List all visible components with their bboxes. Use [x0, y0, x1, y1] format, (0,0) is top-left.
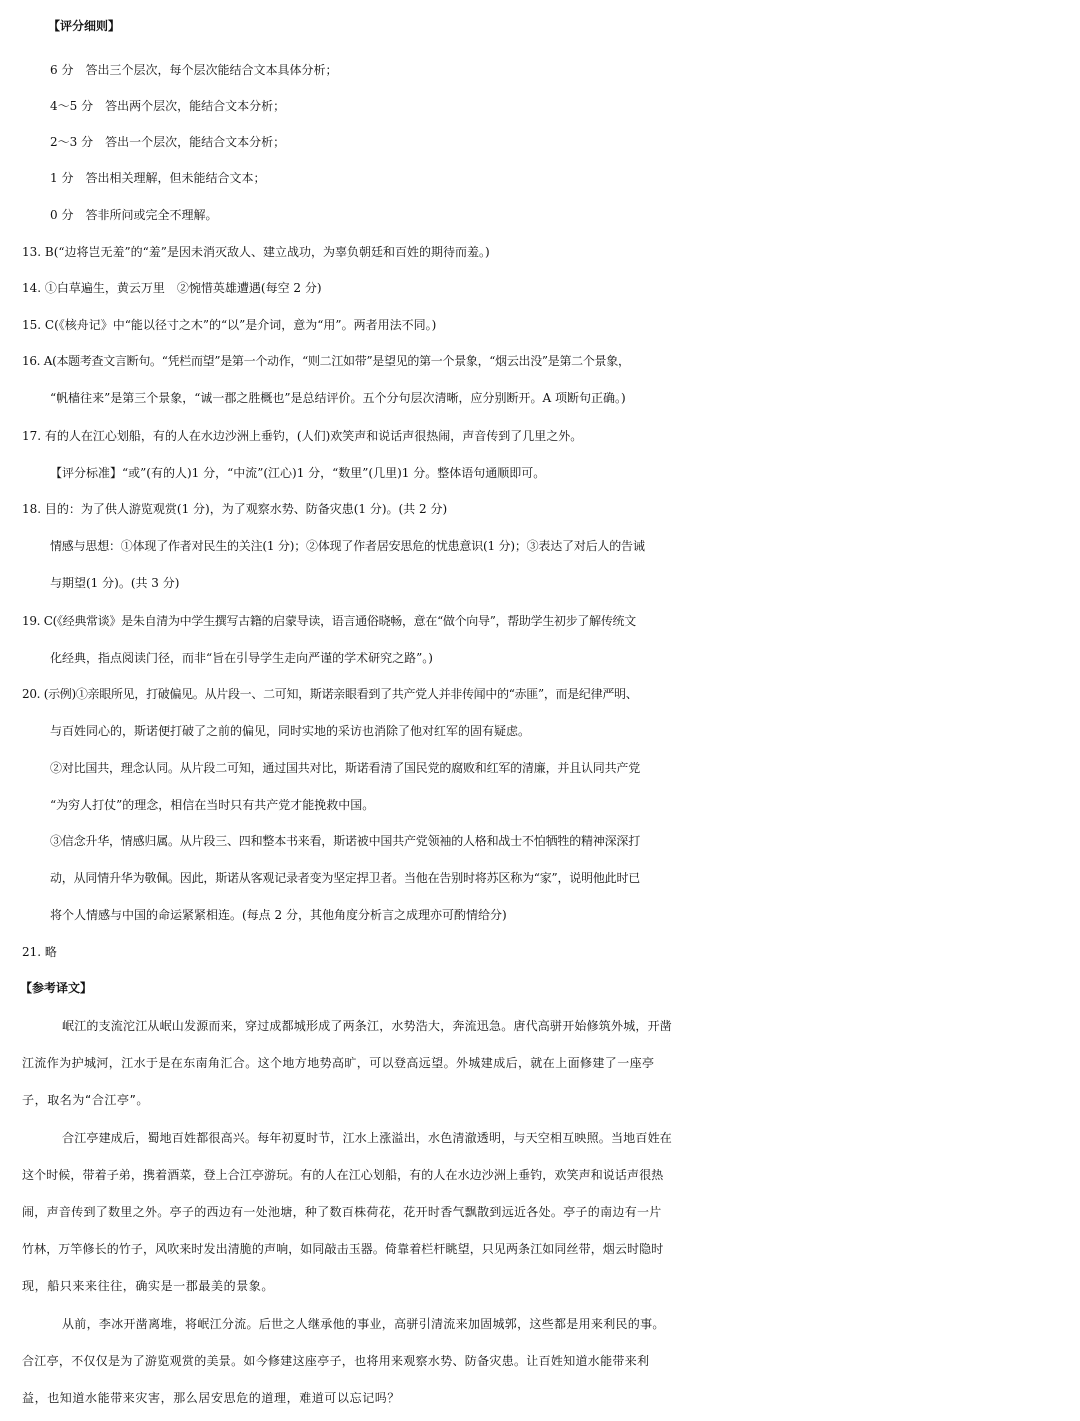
translation-line-3: 子，取名为“合江亭”。: [22, 1093, 150, 1107]
answer-16-line-2: “帆樯往来”是第三个景象，“诚一郡之胜概也”是总结评价。五个分句层次清晰，应分别断开。A 项断句正确。): [50, 391, 626, 405]
translation-line-4: 合江亭建成后，蜀地百姓都很高兴。每年初夏时节，江水上涨溢出，水色清澈透明，与天空相互映照。当地百姓在: [62, 1131, 673, 1145]
translation-line-1: 岷江的支流沱江从岷山发源而来，穿过成都城形成了两条江，水势浩大，奔流迅急。唐代高骈开始修筑外城，开凿: [62, 1019, 673, 1033]
answer-20-line-4: “为穷人打仗”的理念，相信在当时只有共产党才能挽救中国。: [50, 798, 375, 812]
answer-20-line-1: 20. (示例)①亲眼所见，打破偏见。从片段一、二可知，斯诺亲眼看到了共产党人并非传闻中的“赤匪”，而是纪律严明、: [22, 687, 638, 701]
scoring-rule-2-3: 2～3 分 答出一个层次，能结合文本分析；: [50, 135, 286, 149]
translation-line-8: 现，船只来来往往，确实是一郡最美的景象。: [22, 1279, 275, 1293]
answer-20-line-5: ③信念升华，情感归属。从片段三、四和整本书来看，斯诺被中国共产党领袖的人格和战士不怕牺牲的精神深深打: [50, 834, 641, 848]
answer-20-line-3: ②对比国共，理念认同。从片段二可知，通过国共对比，斯诺看清了国民党的腐败和红军的清廉，并且认同共产党: [50, 761, 641, 775]
translation-line-10: 合江亭，不仅仅是为了游览观赏的美景。如今修建这座亭子，也将用来观察水势、防备灾患。让百姓知道水能带来利: [22, 1354, 650, 1368]
translation-line-9: 从前，李冰开凿离堆，将岷江分流。后世之人继承他的事业，高骈引清流来加固城郭，这些都是用来利民的事。: [62, 1317, 665, 1331]
translation-line-11: 益，也知道水能带来灾害，那么居安思危的道理，难道可以忘记吗？: [22, 1391, 401, 1405]
answer-13: 13. B(“边将岂无羞”的“羞”是因未消灭敌人、建立战功，为辜负朝廷和百姓的期待而羞。): [22, 245, 490, 259]
answer-17: 17. 有的人在江心划船，有的人在水边沙洲上垂钓，(人们)欢笑声和说话声很热闹，声音传到了几里之外。: [22, 429, 583, 443]
answer-18-purpose: 18. 目的：为了供人游览观赏(1 分)，为了观察水势、防备灾患(1 分)。(共 2 分): [22, 502, 448, 516]
translation-line-5: 这个时候，带着子弟，携着酒菜，登上合江亭游玩。有的人在江心划船，有的人在水边沙洲上垂钓，欢笑声和说话声很热: [22, 1168, 664, 1182]
answer-17-scoring: 【评分标准】“或”(有的人)1 分，“中流”(江心)1 分，“数里”(几里)1 分。整体语句通顺即可。: [50, 466, 546, 480]
answer-20-line-6: 动，从同情升华为敬佩。因此，斯诺从客观记录者变为坚定捍卫者。当他在告别时将苏区称为“家”，说明他此时已: [50, 871, 641, 885]
translation-line-7: 竹林，万竿修长的竹子，风吹来时发出清脆的声响，如同敲击玉器。倚靠着栏杆眺望，只见两条江如同丝带，烟云时隐时: [22, 1242, 664, 1256]
answer-14: 14. ①白草遍生，黄云万里 ②惋惜英雄遭遇(每空 2 分): [22, 281, 322, 295]
answer-18-emotion-line-2: 与期望(1 分)。(共 3 分): [50, 576, 180, 590]
scoring-rule-1: 1 分 答出相关理解，但未能结合文本；: [50, 171, 266, 185]
answer-19-line-2: 化经典，指点阅读门径，而非“旨在引导学生走向严谨的学术研究之路”。): [50, 651, 433, 665]
answer-18-emotion-line-1: 情感与思想：①体现了作者对民生的关注(1 分)；②体现了作者居安思危的忧患意识(1 分)；③表达了对后人的告诫: [50, 539, 645, 553]
answer-20-line-2: 与百姓同心的，斯诺便打破了之前的偏见，同时实地的采访也消除了他对红军的固有疑虑。: [50, 724, 531, 738]
answer-16-line-1: 16. A(本题考查文言断句。“凭栏而望”是第一个动作，“则二江如带”是望见的第一个景象，“烟云出没”是第二个景象，: [22, 354, 630, 368]
scoring-rule-0: 0 分 答非所问或完全不理解。: [50, 208, 218, 222]
translation-header: 【参考译文】: [20, 981, 93, 995]
scoring-rule-4-5: 4～5 分 答出两个层次，能结合文本分析；: [50, 99, 286, 113]
answer-20-line-7: 将个人情感与中国的命运紧紧相连。(每点 2 分，其他角度分析言之成理亦可酌情给分): [50, 908, 507, 922]
translation-line-2: 江流作为护城河，江水于是在东南角汇合。这个地方地势高旷，可以登高远望。外城建成后，就在上面修建了一座亭: [22, 1056, 655, 1070]
translation-line-6: 闹，声音传到了数里之外。亭子的西边有一处池塘，种了数百株荷花，花开时香气飘散到远近各处。亭子的南边有一片: [22, 1205, 662, 1219]
scoring-rule-6: 6 分 答出三个层次，每个层次能结合文本具体分析；: [50, 63, 338, 77]
answer-15: 15. C(《核舟记》中“能以径寸之木”的“以”是介词，意为“用”。两者用法不同。): [22, 318, 437, 332]
answer-21: 21. 略: [22, 945, 57, 959]
scoring-rules-header: 【评分细则】: [48, 19, 121, 33]
answer-19-line-1: 19. C(《经典常谈》是朱自清为中学生撰写古籍的启蒙导读，语言通俗晓畅，意在“做个向导”，帮助学生初步了解传统文: [22, 614, 636, 628]
